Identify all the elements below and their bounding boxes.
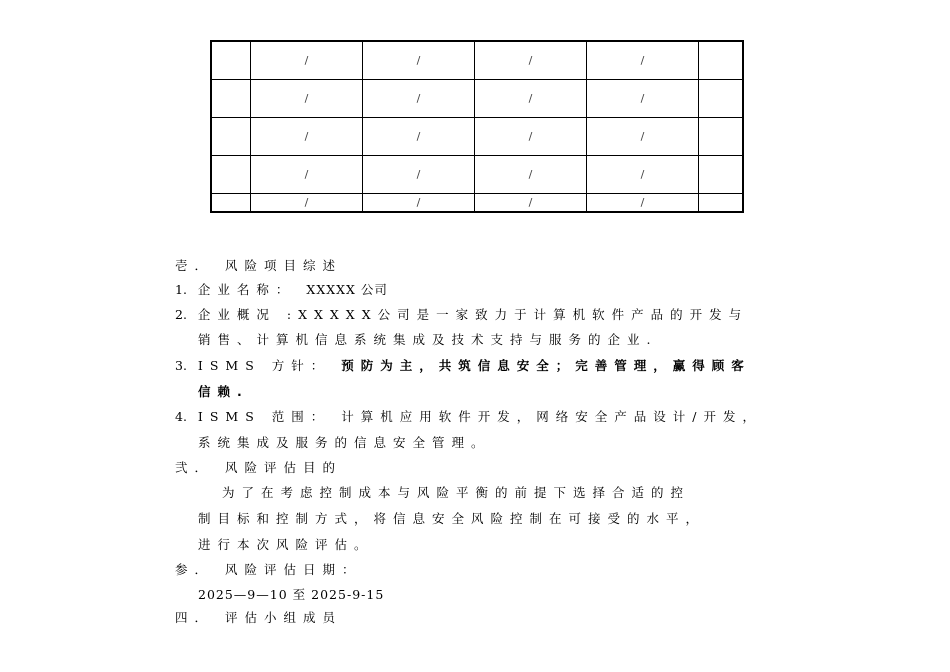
section-title: 风险评估日期： [225, 562, 362, 577]
table-row [211, 155, 743, 193]
table-cell: / [475, 41, 587, 79]
item-number: 3. [175, 358, 187, 373]
table-cell: / [363, 117, 475, 155]
item-text: XXXXX公司是一家致力于计算机软件产品的开发与 [298, 307, 749, 322]
table-cell: / [587, 79, 699, 117]
assessment-table [210, 40, 744, 213]
policy-continuation: 信赖. [198, 384, 249, 399]
item-isms-policy [175, 356, 751, 374]
section-title: 评估小组成员 [225, 610, 343, 625]
table-cell: / [475, 193, 587, 212]
item-continuation: 销售、计算机信息系统集成及技术支持与服务的企业. [198, 332, 658, 347]
table-cell [699, 79, 744, 117]
table-cell [699, 193, 744, 212]
section-title: 风险项目综述 [225, 258, 343, 273]
item-label: 企业名称： [197, 282, 296, 297]
item-value: XXXXX 公司 [306, 282, 388, 297]
item-company-name [175, 280, 388, 298]
item-label: 企业概况 : [197, 307, 299, 322]
table-row [211, 117, 743, 155]
date-separator: 至 [292, 587, 307, 602]
item-continuation: 系统集成及服务的信息安全管理。 [198, 435, 491, 450]
assessment-dates [198, 585, 384, 603]
item-label: ISMS 方针： [197, 358, 331, 373]
section-1-heading [175, 256, 342, 274]
section-3-heading [175, 560, 362, 578]
table-cell: / [251, 41, 363, 79]
table-cell: / [251, 117, 363, 155]
table-cell [699, 155, 744, 193]
table-row [211, 79, 743, 117]
table-cell [699, 41, 744, 79]
start-date: 2025—9—10 [198, 587, 288, 602]
item-label: ISMS 范围： [197, 409, 331, 424]
table-cell: / [587, 41, 699, 79]
item-isms-scope [175, 407, 762, 425]
item-number: 1. [175, 282, 187, 297]
table-cell: / [363, 79, 475, 117]
table-cell [211, 155, 251, 193]
table-cell [211, 193, 251, 212]
item-number: 2. [175, 307, 187, 322]
table-cell: / [363, 193, 475, 212]
item-company-overview [175, 305, 748, 323]
table-row [211, 193, 743, 212]
table-cell: / [587, 117, 699, 155]
table-cell: / [587, 155, 699, 193]
item-text: 计算机应用软件开发，网络安全产品设计/开发， [341, 409, 762, 424]
section-4-heading [175, 608, 342, 626]
table-cell [211, 117, 251, 155]
table-cell [211, 79, 251, 117]
paragraph-line: 进行本次风险评估。 [198, 537, 374, 552]
section-number: 参． [175, 562, 215, 577]
section-number: 壱． [175, 258, 215, 273]
end-date: 2025-9-15 [311, 587, 385, 602]
table-cell: / [251, 155, 363, 193]
table-cell: / [363, 155, 475, 193]
table-row [211, 41, 743, 79]
table-cell: / [475, 155, 587, 193]
table-cell: / [251, 193, 363, 212]
paragraph-line: 制目标和控制方式，将信息安全风险控制在可接受的水平， [198, 511, 706, 526]
policy-text: 预防为主，共筑信息安全；完善管理，赢得顾客 [341, 358, 751, 373]
table-cell: / [475, 79, 587, 117]
table-cell: / [363, 41, 475, 79]
table-cell [699, 117, 744, 155]
table-cell: / [587, 193, 699, 212]
table-cell: / [251, 79, 363, 117]
item-number: 4. [175, 409, 187, 424]
table-cell [211, 41, 251, 79]
section-title: 风险评估目的 [225, 460, 343, 475]
section-number: 四． [175, 610, 215, 625]
table-cell: / [475, 117, 587, 155]
section-number: 弐． [175, 460, 215, 475]
section-2-heading [175, 458, 342, 476]
paragraph-line: 为了在考虑控制成本与风险平衡的前提下选择合适的控 [222, 485, 691, 500]
